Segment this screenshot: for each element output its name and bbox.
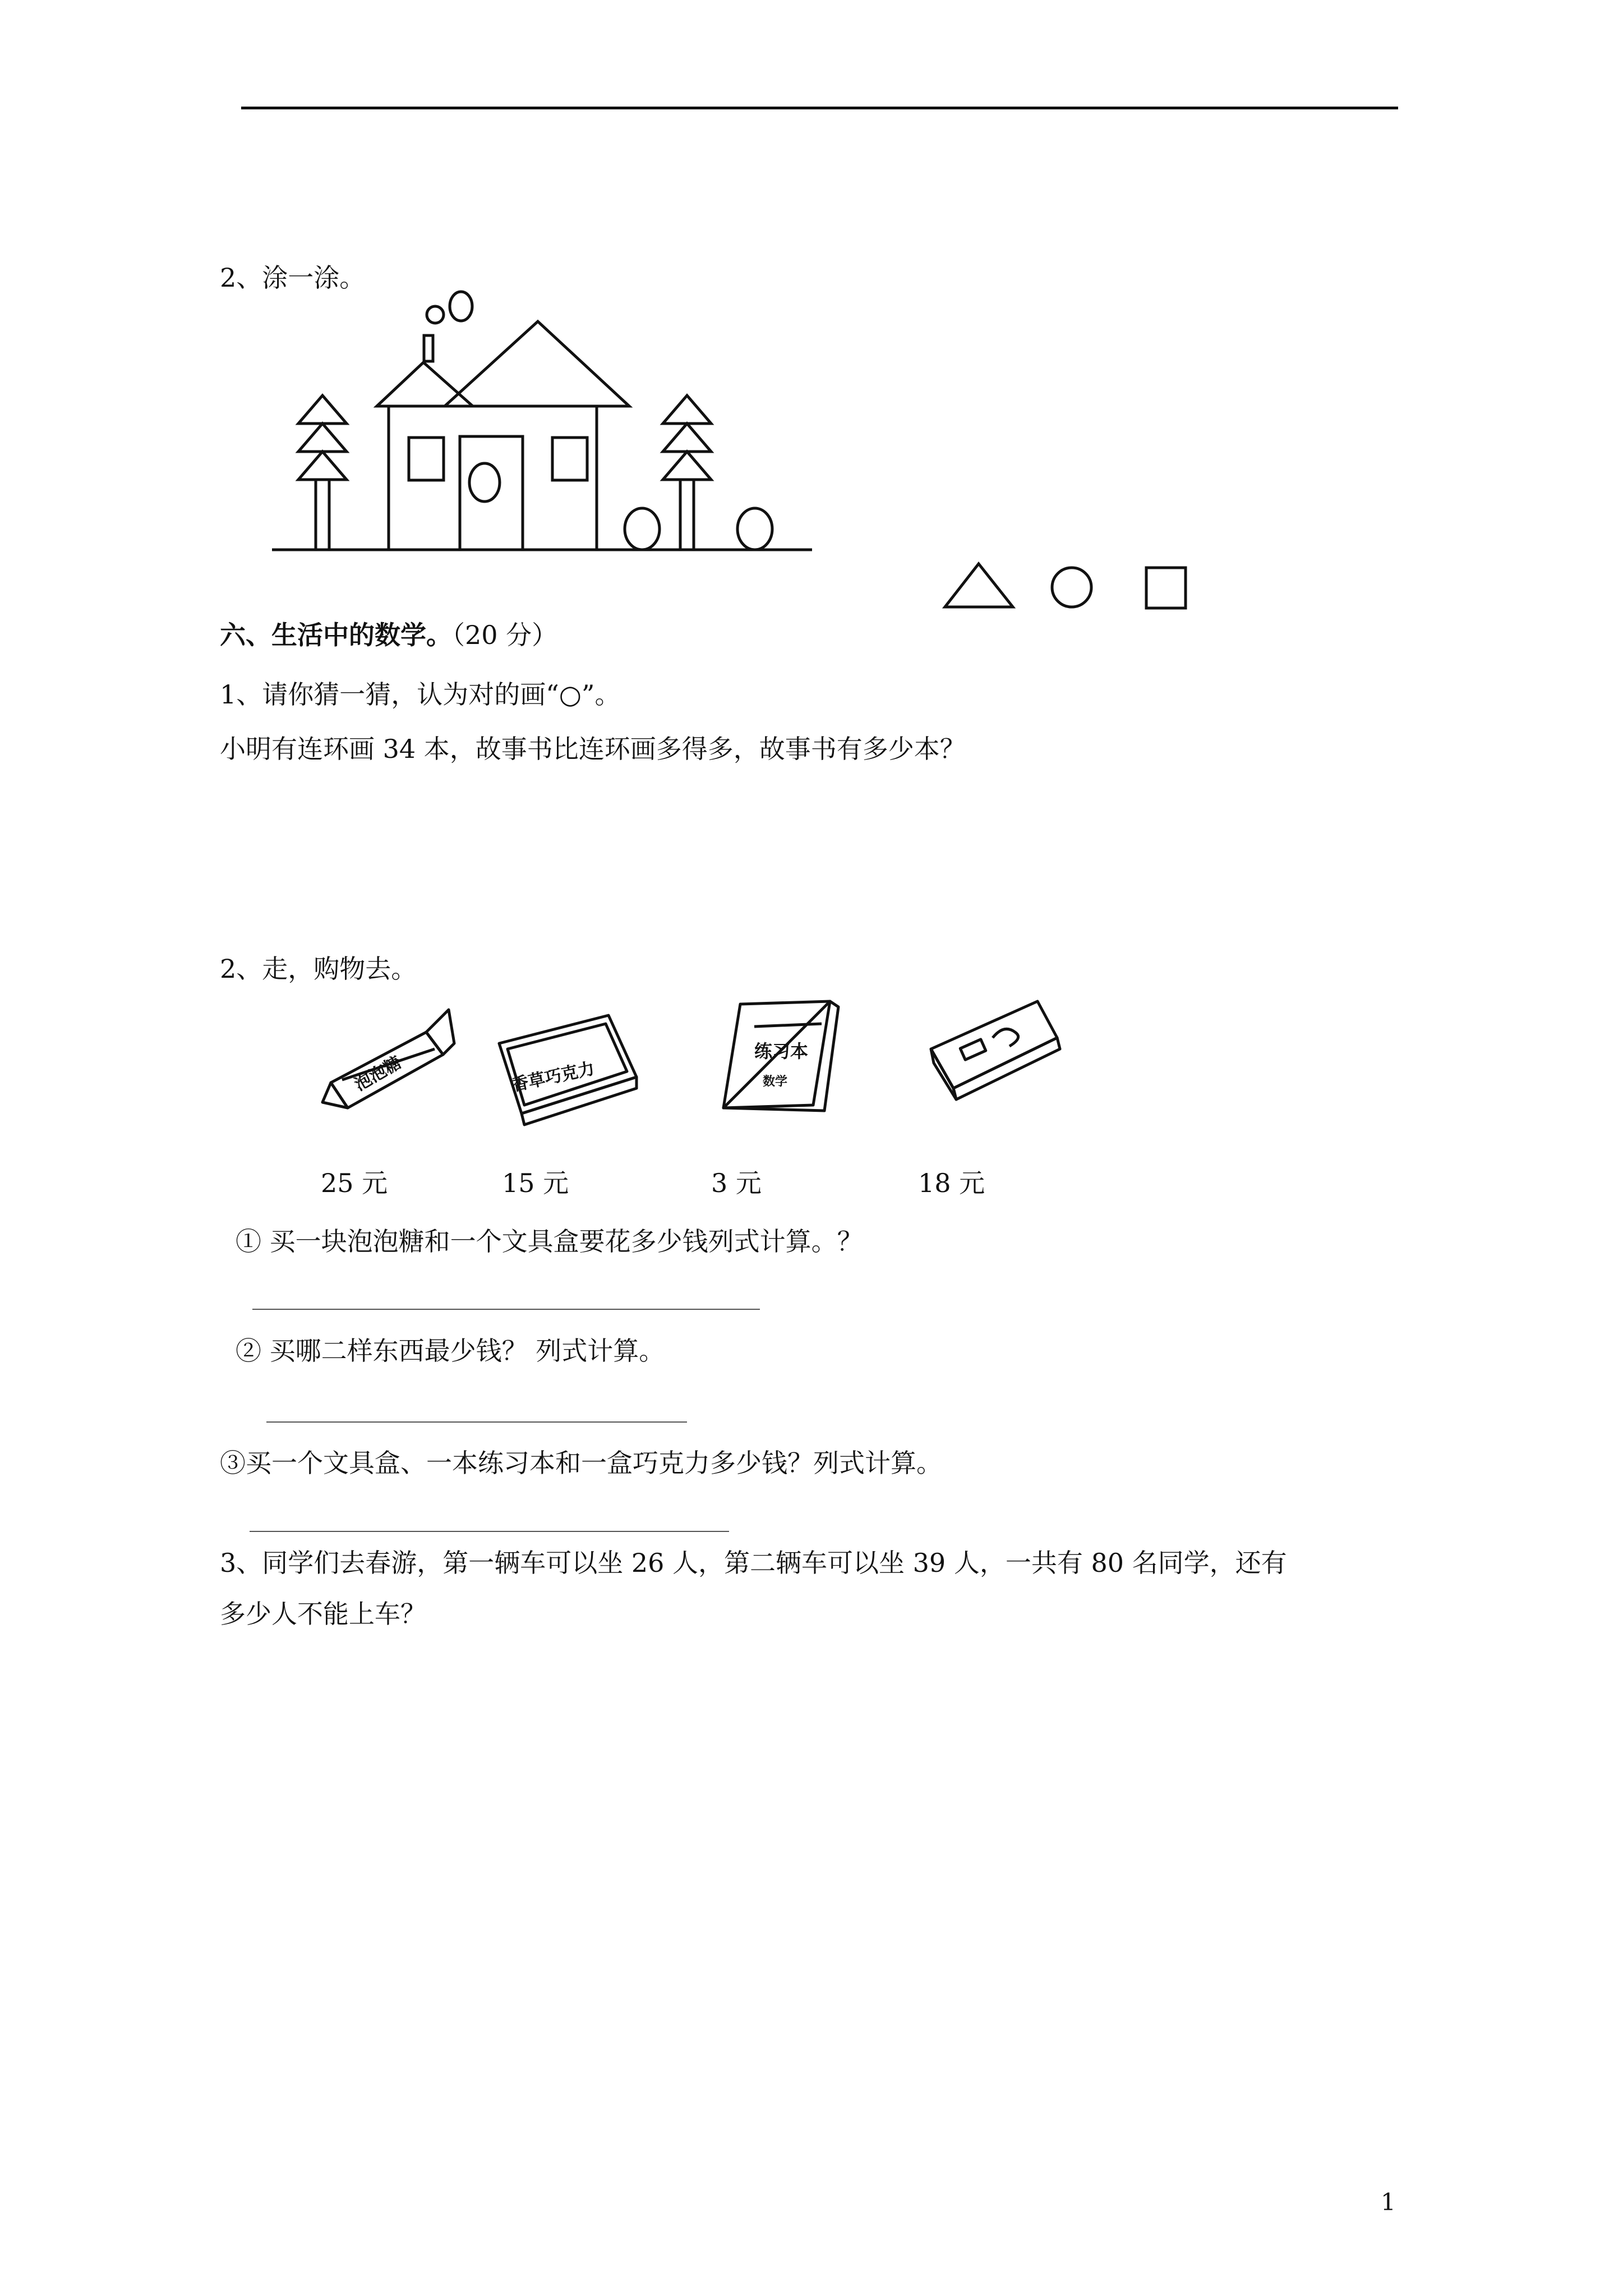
left-tree-middle-triangle <box>298 424 347 452</box>
large-roof-triangle <box>445 321 629 406</box>
pencil-case-image <box>931 1001 1060 1099</box>
smoke-small-circle <box>427 306 444 323</box>
left-tree-bottom-triangle <box>298 452 347 480</box>
trip-question-line-2: 多少人不能上车？ <box>220 1599 426 1629</box>
exercise-book-image <box>723 1001 838 1111</box>
house-scene-drawing <box>264 280 824 561</box>
answer-line-1[interactable] <box>252 1309 760 1310</box>
right-tree-bottom-triangle <box>663 452 711 480</box>
triangle-shape-icon <box>945 564 1013 607</box>
shopping-subquestion-3: ③买一个文具盒、一本练习本和一盒巧克力多少钱？列式计算。 <box>220 1448 942 1478</box>
chimney <box>424 335 433 361</box>
shape-legend <box>937 558 1195 620</box>
price-label-chocolate: 15 元 <box>502 1168 569 1198</box>
shopping-subquestion-1: ① 买一块泡泡糖和一个文具盒要花多少钱列式计算。？ <box>236 1226 863 1257</box>
right-tree-middle-triangle <box>663 424 711 452</box>
answer-line-3[interactable] <box>250 1531 729 1532</box>
right-tree-top-triangle <box>663 395 711 424</box>
guess-question-text: 小明有连环画 34 本，故事书比连环画多得多，故事书有多少本？ <box>220 734 966 764</box>
trip-question-line-1: 3、同学们去春游，第一辆车可以坐 26 人，第二辆车可以坐 39 人，一共有 80 名同学，还有 <box>220 1548 1287 1578</box>
shopping-question-label: 2、走，购物去。 <box>220 954 417 984</box>
price-label-pencil-case: 18 元 <box>918 1168 985 1198</box>
shopping-subquestion-2: ② 买哪二样东西最少钱？ 列式计算。 <box>236 1336 665 1366</box>
square-shape-icon <box>1146 568 1186 608</box>
color-question-label: 2、涂一涂。 <box>220 263 366 293</box>
price-label-bubble-gum: 25 元 <box>321 1168 388 1198</box>
smoke-large-oval <box>450 292 472 321</box>
small-roof-triangle <box>377 362 473 406</box>
chocolate-box-image <box>499 1015 637 1125</box>
left-tree-trunk <box>316 480 329 550</box>
page-number: 1 <box>1381 2188 1396 2216</box>
left-window <box>409 438 444 480</box>
house-body <box>389 406 597 550</box>
section-points: （20 分） <box>452 620 558 650</box>
guess-question-label: 1、请你猜一猜，认为对的画“○”。 <box>220 679 621 710</box>
door-oval <box>469 463 500 501</box>
svg-text:香草巧克力: 香草巧克力 <box>510 1059 597 1096</box>
answer-line-2[interactable] <box>266 1421 687 1423</box>
left-tree-top-triangle <box>298 395 347 424</box>
product-images <box>320 993 1077 1128</box>
svg-text:泡泡糖: 泡泡糖 <box>351 1052 405 1095</box>
svg-text:数学: 数学 <box>763 1075 788 1089</box>
right-window <box>552 438 587 480</box>
header-rule <box>241 107 1398 109</box>
section-title: 六、生活中的数学。 <box>220 620 452 650</box>
door <box>460 436 523 550</box>
section-heading <box>220 618 557 652</box>
price-label-exercise-book: 3 元 <box>711 1168 762 1198</box>
circle-shape-icon <box>1052 568 1091 607</box>
bubble-gum-image <box>322 1010 454 1108</box>
svg-text:练习本: 练习本 <box>754 1041 809 1062</box>
right-tree-trunk <box>680 480 694 550</box>
left-bush-oval <box>625 508 660 550</box>
right-bush-oval <box>737 508 772 550</box>
